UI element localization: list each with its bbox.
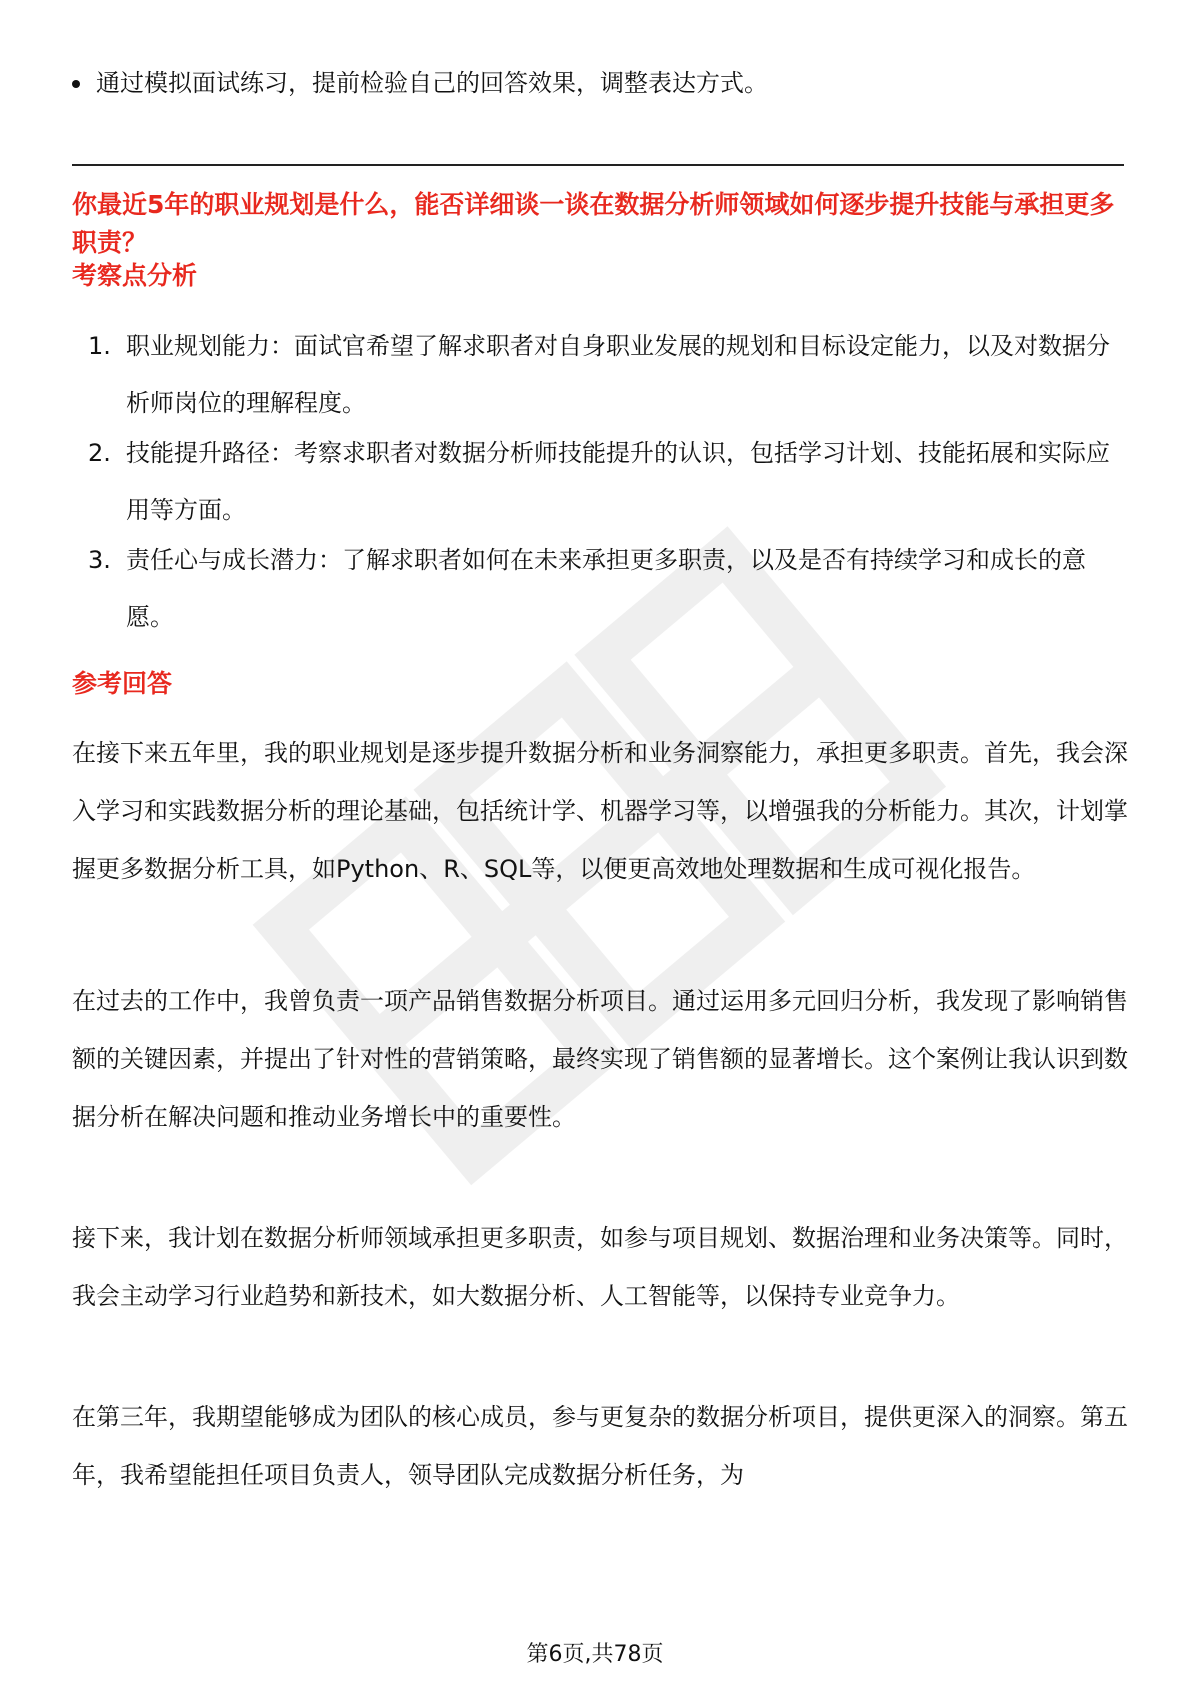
analysis-item-text: 责任心与成长潜力：了解求职者如何在未来承担更多职责，以及是否有持续学习和成长的意愿。 bbox=[126, 546, 1086, 631]
analysis-item-text: 技能提升路径：考察求职者对数据分析师技能提升的认识，包括学习计划、技能拓展和实际应用等方面。 bbox=[126, 439, 1110, 524]
answer-paragraph-2: 在过去的工作中，我曾负责一项产品销售数据分析项目。通过运用多元回归分析，我发现了影响销售额的关键因素，并提出了针对性的营销策略，最终实现了销售额的显著增长。这个案例让我认识到数据分析在解决问题和推动业务增长中的重要性。 bbox=[72, 987, 1128, 1131]
analysis-item-number: 3. bbox=[88, 546, 111, 574]
answer-title: 参考回答 bbox=[72, 669, 173, 698]
analysis-item-text: 职业规划能力：面试官希望了解求职者对自身职业发展的规划和目标设定能力，以及对数据分析师岗位的理解程度。 bbox=[126, 332, 1110, 417]
analysis-item-number: 1. bbox=[88, 332, 111, 360]
section-divider bbox=[72, 164, 1124, 166]
bullet-icon bbox=[72, 80, 80, 88]
page-number: 第6页,共78页 bbox=[526, 1642, 664, 1667]
question-heading: 你最近5年的职业规划是什么，能否详细谈一谈在数据分析师领域如何逐步提升技能与承担更多职责？ bbox=[72, 190, 1115, 257]
answer-paragraph-4: 在第三年，我期望能够成为团队的核心成员，参与更复杂的数据分析项目，提供更深入的洞察。第五年，我希望能担任项目负责人，领导团队完成数据分析任务，为 bbox=[72, 1403, 1128, 1489]
analysis-item-number: 2. bbox=[88, 439, 111, 467]
intro-bullet-text: 通过模拟面试练习，提前检验自己的回答效果，调整表达方式。 bbox=[96, 69, 768, 97]
intro-bullet bbox=[96, 66, 768, 100]
answer-paragraph-1: 在接下来五年里，我的职业规划是逐步提升数据分析和业务洞察能力，承担更多职责。首先，我会深入学习和实践数据分析的理论基础，包括统计学、机器学习等，以增强我的分析能力。其次，计划掌握更多数据分析工具，如Python、R、SQL等，以便更高效地处理数据和生成可视化报告。 bbox=[72, 739, 1128, 883]
answer-paragraph-3: 接下来，我计划在数据分析师领域承担更多职责，如参与项目规划、数据治理和业务决策等。同时，我会主动学习行业趋势和新技术，如大数据分析、人工智能等，以保持专业竞争力。 bbox=[72, 1224, 1128, 1310]
analysis-title: 考察点分析 bbox=[72, 261, 198, 290]
